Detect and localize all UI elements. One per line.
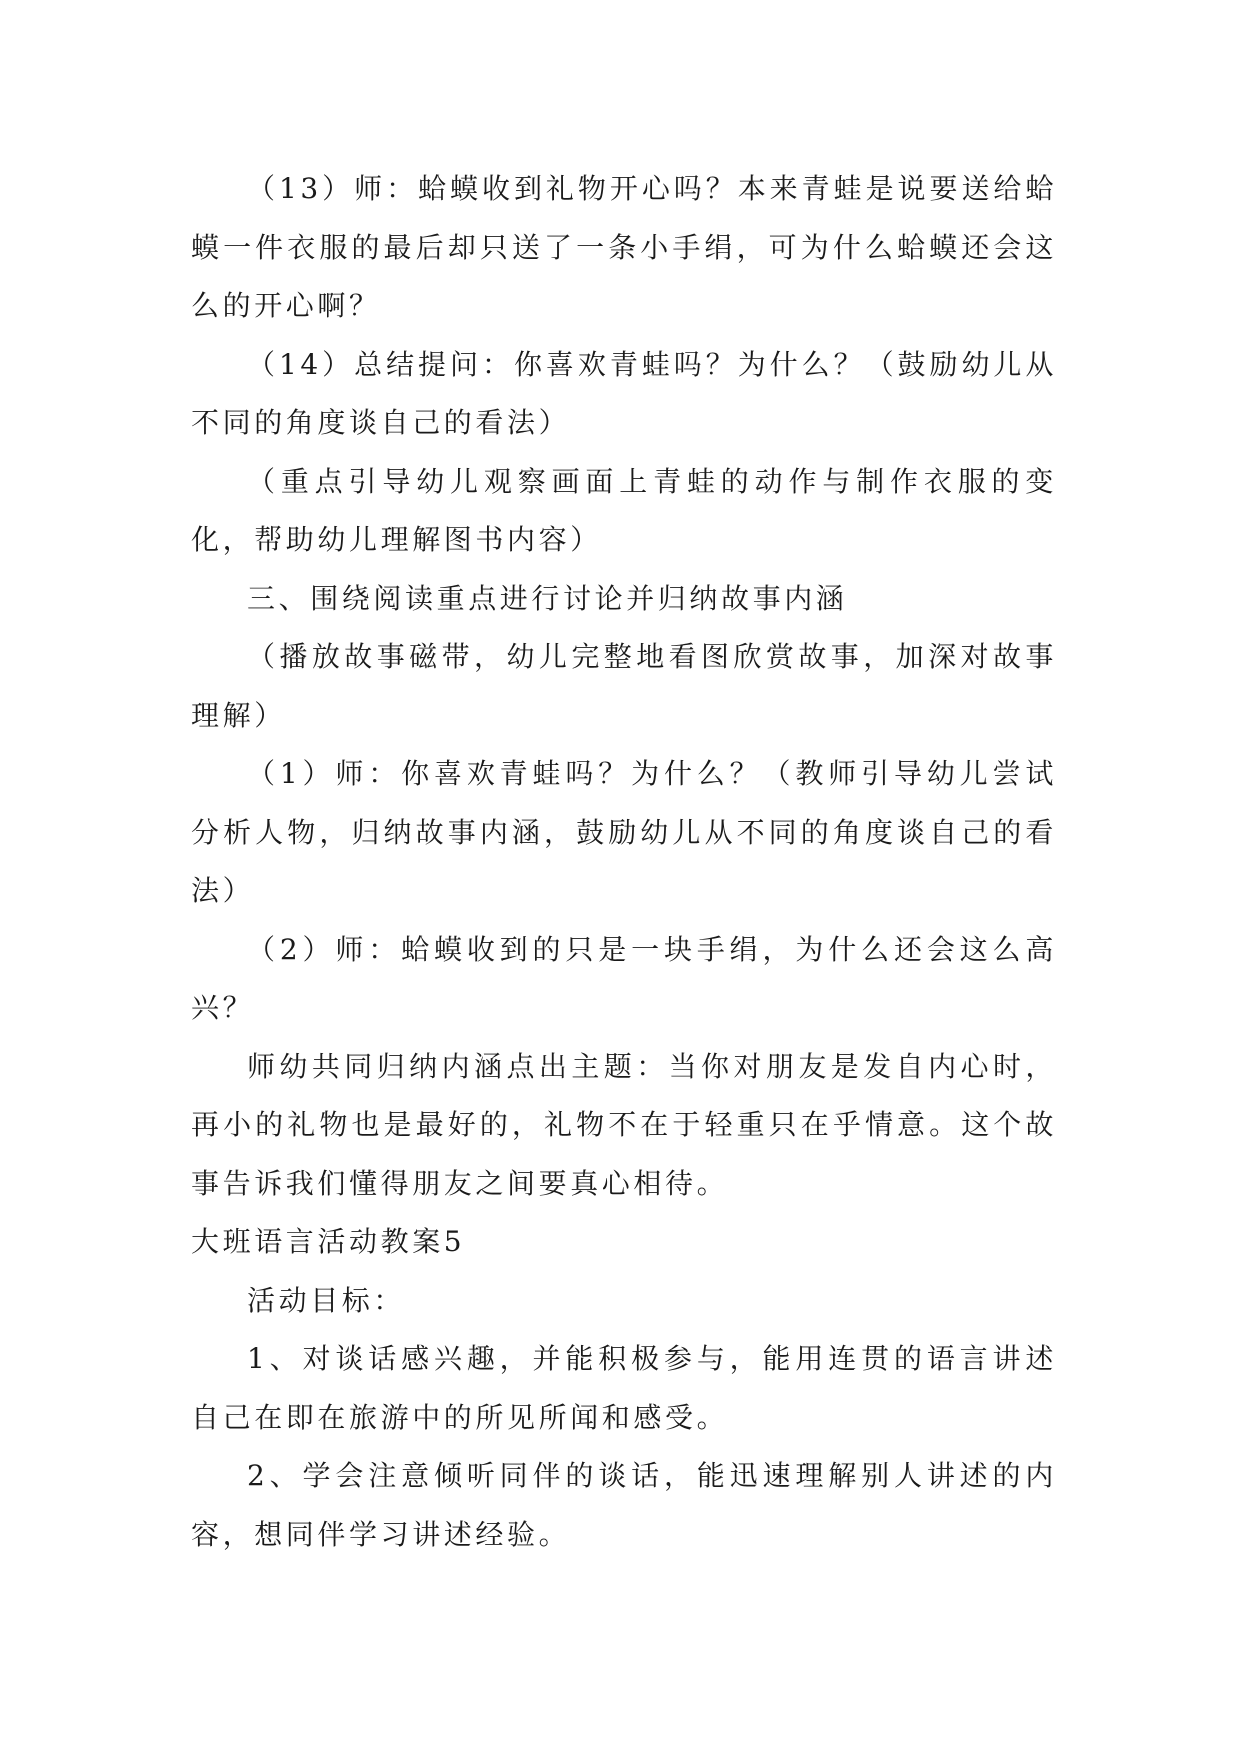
paragraph-play-tape: （播放故事磁带，幼儿完整地看图欣赏故事，加深对故事理解） <box>191 640 1057 732</box>
document-page <box>191 160 1057 1564</box>
section-heading-three: 三、围绕阅读重点进行讨论并归纳故事内涵 <box>247 581 848 615</box>
objective-1: 1、对谈话感兴趣，并能积极参与，能用连贯的语言讲述自己在即在旅游中的所见所闻和感受。 <box>191 1342 1057 1434</box>
paragraph-14: （14）总结提问：你喜欢青蛙吗？为什么？（鼓励幼儿从不同的角度谈自己的看法） <box>191 347 1057 439</box>
objective-2: 2、学会注意倾听同伴的谈话，能迅速理解别人讲述的内容，想同伴学习讲述经验。 <box>191 1459 1057 1551</box>
paragraph-q1: （1）师：你喜欢青蛙吗？为什么？（教师引导幼儿尝试分析人物，归纳故事内涵，鼓励幼儿从不同的角度谈自己的看法） <box>191 757 1057 907</box>
paragraph-q2: （2）师：蛤蟆收到的只是一块手绢，为什么还会这么高兴？ <box>191 932 1057 1024</box>
lesson-title: 大班语言活动教案5 <box>191 1225 466 1258</box>
objectives-heading: 活动目标： <box>247 1283 406 1317</box>
paragraph-guidance-note: （重点引导幼儿观察画面上青蛙的动作与制作衣服的变化，帮助幼儿理解图书内容） <box>191 464 1057 556</box>
paragraph-summary: 师幼共同归纳内涵点出主题：当你对朋友是发自内心时，再小的礼物也是最好的，礼物不在于轻重只在乎情意。这个故事告诉我们懂得朋友之间要真心相待。 <box>191 1049 1057 1200</box>
paragraph-13: （13）师：蛤蟆收到礼物开心吗？本来青蛙是说要送给蛤蟆一件衣服的最后却只送了一条小手绢，可为什么蛤蟆还会这么的开心啊？ <box>191 172 1057 322</box>
